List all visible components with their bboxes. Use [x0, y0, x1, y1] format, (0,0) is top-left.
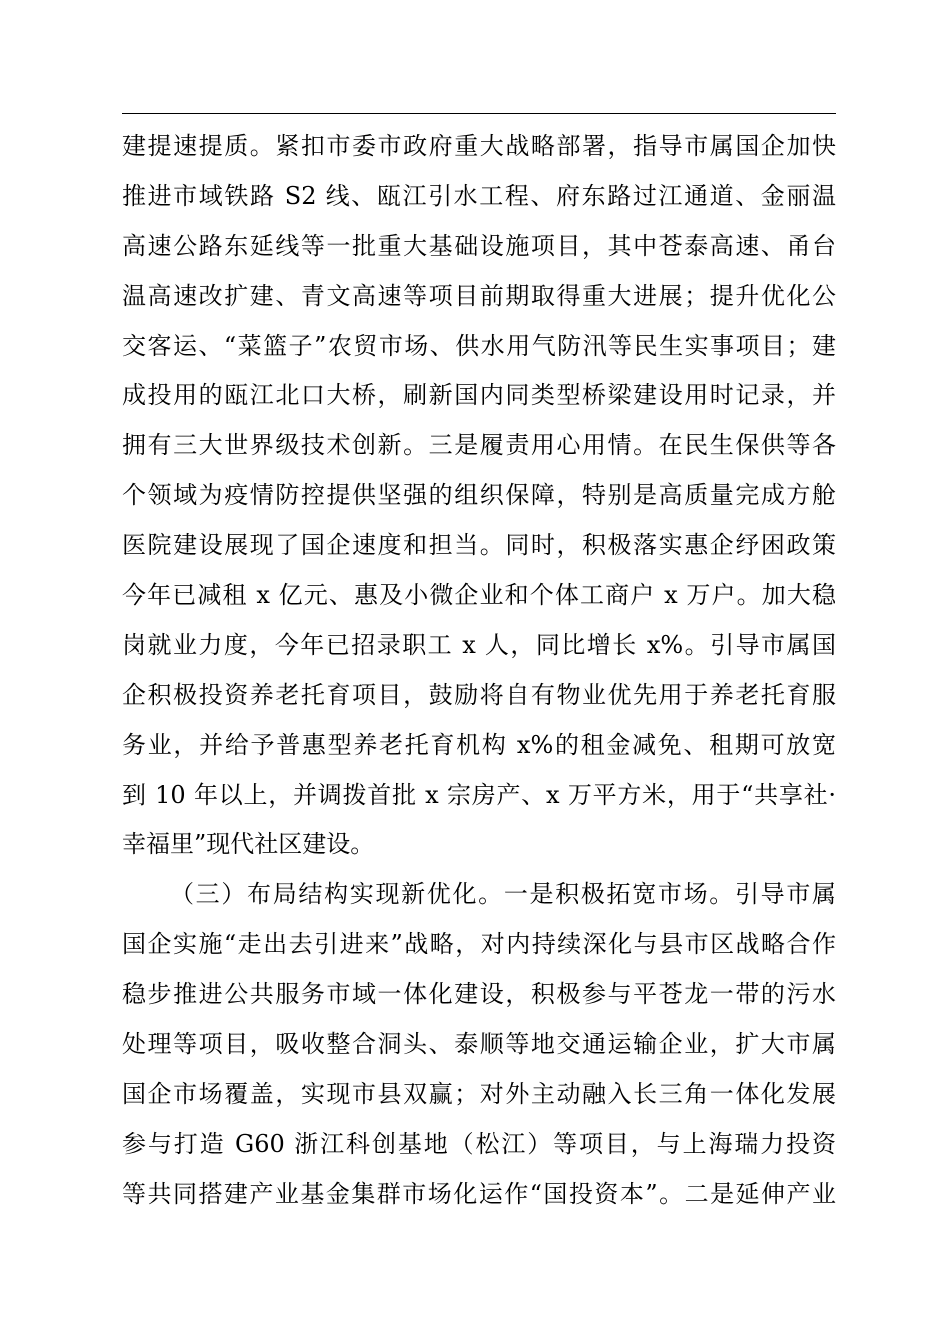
- text-line: 拥有三大世界级技术创新。三是履责用心用情。在民生保供等各: [122, 431, 836, 460]
- paragraph-end-line: 幸福里”现代社区建设。: [122, 830, 375, 859]
- text-line: 医院建设展现了国企速度和担当。同时，积极落实惠企纾困政策: [122, 531, 836, 560]
- text-line: 成投用的瓯江北口大桥，刷新国内同类型桥梁建设用时记录，并: [122, 381, 836, 410]
- text-line: 参与打造 G60 浙江科创基地（松江）等项目，与上海瑞力投资: [122, 1129, 836, 1158]
- text-line: 今年已减租 x 亿元、惠及小微企业和个体工商户 x 万户。加大稳: [122, 581, 836, 610]
- text-line: 国企市场覆盖，实现市县双赢；对外主动融入长三角一体化发展: [122, 1079, 836, 1108]
- text-line: 高速公路东延线等一批重大基础设施项目，其中苍泰高速、甬台: [122, 231, 836, 260]
- text-line: 温高速改扩建、青文高速等项目前期取得重大进展；提升优化公: [122, 281, 836, 310]
- text-line: 推进市域铁路 S2 线、瓯江引水工程、府东路过江通道、金丽温: [122, 181, 836, 210]
- document-body: [122, 122, 836, 1220]
- text-line: 国企实施“走出去引进来”战略，对内持续深化与县市区战略合作: [122, 930, 836, 959]
- header-rule: [122, 113, 836, 114]
- text-line: 建提速提质。紧扣市委市政府重大战略部署，指导市属国企加快: [122, 132, 836, 160]
- section-heading-line: （三）布局结构实现新优化。一是积极拓宽市场。引导市属: [170, 880, 836, 909]
- text-line: 岗就业力度，今年已招录职工 x 人，同比增长 x%。引导市属国: [122, 630, 836, 659]
- text-line: 到 10 年以上，并调拨首批 x 宗房产、x 万平方米，用于“共享社·: [122, 780, 836, 809]
- text-line: 稳步推进公共服务市域一体化建设，积极参与平苍龙一带的污水: [122, 980, 836, 1009]
- text-line: 企积极投资养老托育项目，鼓励将自有物业优先用于养老托育服: [122, 680, 836, 709]
- text-line: 等共同搭建产业基金集群市场化运作“国投资本”。二是延伸产业: [122, 1179, 836, 1208]
- text-line: 个领域为疫情防控提供坚强的组织保障，特别是高质量完成方舱: [122, 481, 836, 510]
- text-line: 交客运、“菜篮子”农贸市场、供水用气防汛等民生实事项目；建: [122, 331, 836, 360]
- text-line: 处理等项目，吸收整合洞头、泰顺等地交通运输企业，扩大市属: [122, 1030, 836, 1059]
- text-line: 务业，并给予普惠型养老托育机构 x%的租金减免、租期可放宽: [122, 730, 836, 759]
